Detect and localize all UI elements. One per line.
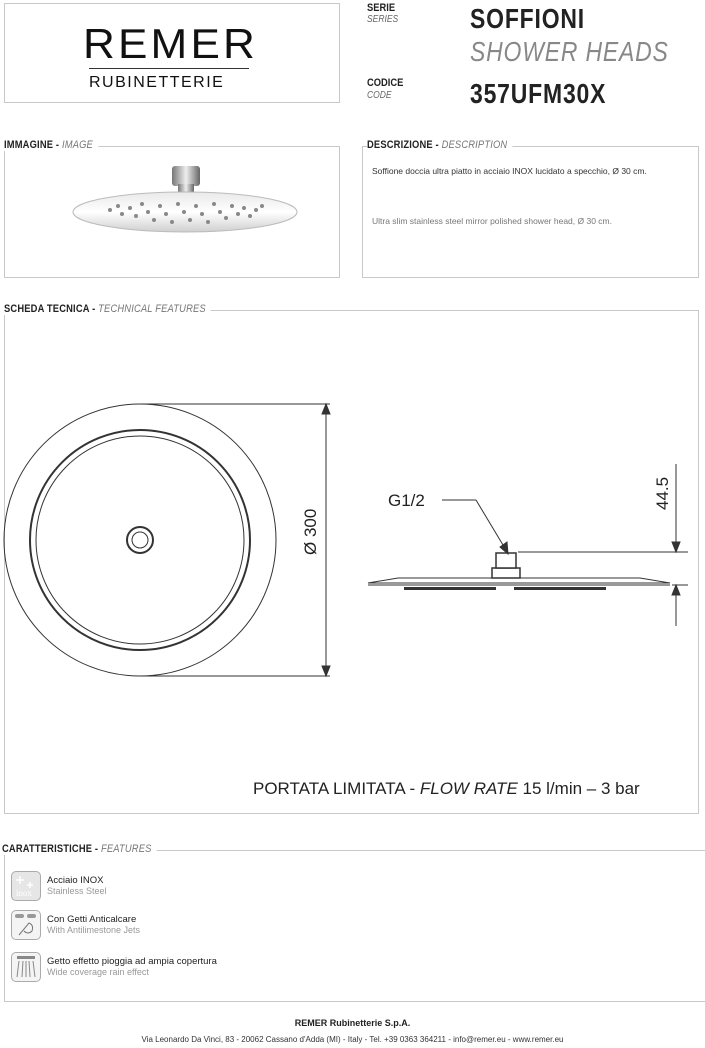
- technical-drawing: [0, 390, 705, 700]
- flow-rate: [253, 779, 640, 799]
- thread-leader: [442, 500, 508, 554]
- height-label: 44.5: [653, 476, 672, 510]
- logo-box: [4, 3, 340, 103]
- technical-title-en: TECHNICAL FEATURES: [98, 303, 206, 315]
- rain-icon-graphic: [12, 953, 40, 981]
- side-view: [368, 553, 670, 590]
- serie-label: SERIE: [367, 2, 396, 14]
- image-title-it: IMMAGINE -: [4, 139, 62, 151]
- thread-label: G1/2: [388, 491, 425, 510]
- serie-value-en: SHOWER HEADS: [470, 36, 669, 67]
- inox-icon: [11, 871, 41, 901]
- brand-logo: REMER: [83, 20, 259, 67]
- features-title-en: FEATURES: [100, 843, 152, 855]
- description-title-it: DESCRIZIONE -: [367, 139, 442, 151]
- footer-company: REMER Rubinetterie S.p.A.: [294, 1018, 411, 1028]
- description-it: Soffione doccia ultra piatto in acciaio INOX lucidato a specchio, Ø 30 cm.: [372, 166, 647, 176]
- codice-label-en: CODE: [367, 90, 392, 101]
- serie-value: SOFFIONI: [470, 3, 585, 34]
- serie-label-en: SERIES: [367, 14, 399, 25]
- diameter-label: Ø 300: [301, 508, 320, 555]
- product-code: 357UFM30X: [470, 78, 607, 109]
- image-section-title: [4, 139, 98, 151]
- top-view: [4, 404, 276, 676]
- logo-divider: [89, 68, 249, 69]
- feature-subtitle-antilimestone: With Antilimestone Jets: [47, 925, 141, 935]
- features-section-title: [2, 843, 157, 855]
- feature-title-inox: Acciaio INOX: [47, 875, 104, 886]
- footer-address: Via Leonardo Da Vinci, 83 - 20062 Cassano d'Adda (MI) - Italy - Tel. +39 0363 364211 - info@remer.eu - www.remer.eu: [141, 1035, 564, 1044]
- flow-prefix: PORTATA LIMITATA -: [253, 779, 420, 798]
- flow-en: FLOW RATE: [419, 779, 518, 798]
- brand-subtitle: RUBINETTERIE: [89, 74, 225, 91]
- anti-limestone-icon: [11, 910, 41, 940]
- product-photo: [60, 160, 310, 250]
- features-title-it: CARATTERISTICHE -: [2, 843, 101, 855]
- feature-title-rain: Getto effetto pioggia ad ampia copertura: [47, 956, 217, 967]
- flow-value: 15 l/min – 3 bar: [517, 779, 640, 798]
- technical-title-it: SCHEDA TECNICA -: [4, 303, 99, 315]
- codice-label: CODICE: [367, 77, 404, 89]
- feature-title-antilimestone: Con Getti Anticalcare: [47, 914, 137, 925]
- feature-subtitle-inox: Stainless Steel: [47, 886, 107, 896]
- description-en: Ultra slim stainless steel mirror polished shower head, Ø 30 cm.: [372, 216, 612, 226]
- description-title-en: DESCRIPTION: [441, 139, 508, 151]
- inox-icon-text: inox: [16, 888, 33, 898]
- technical-section-title: [4, 303, 211, 315]
- description-section-title: [367, 139, 512, 151]
- feature-subtitle-rain: Wide coverage rain effect: [47, 967, 149, 977]
- image-title-en: IMAGE: [61, 139, 93, 151]
- rain-icon: [11, 952, 41, 982]
- anti-limestone-icon-graphic: [12, 911, 40, 939]
